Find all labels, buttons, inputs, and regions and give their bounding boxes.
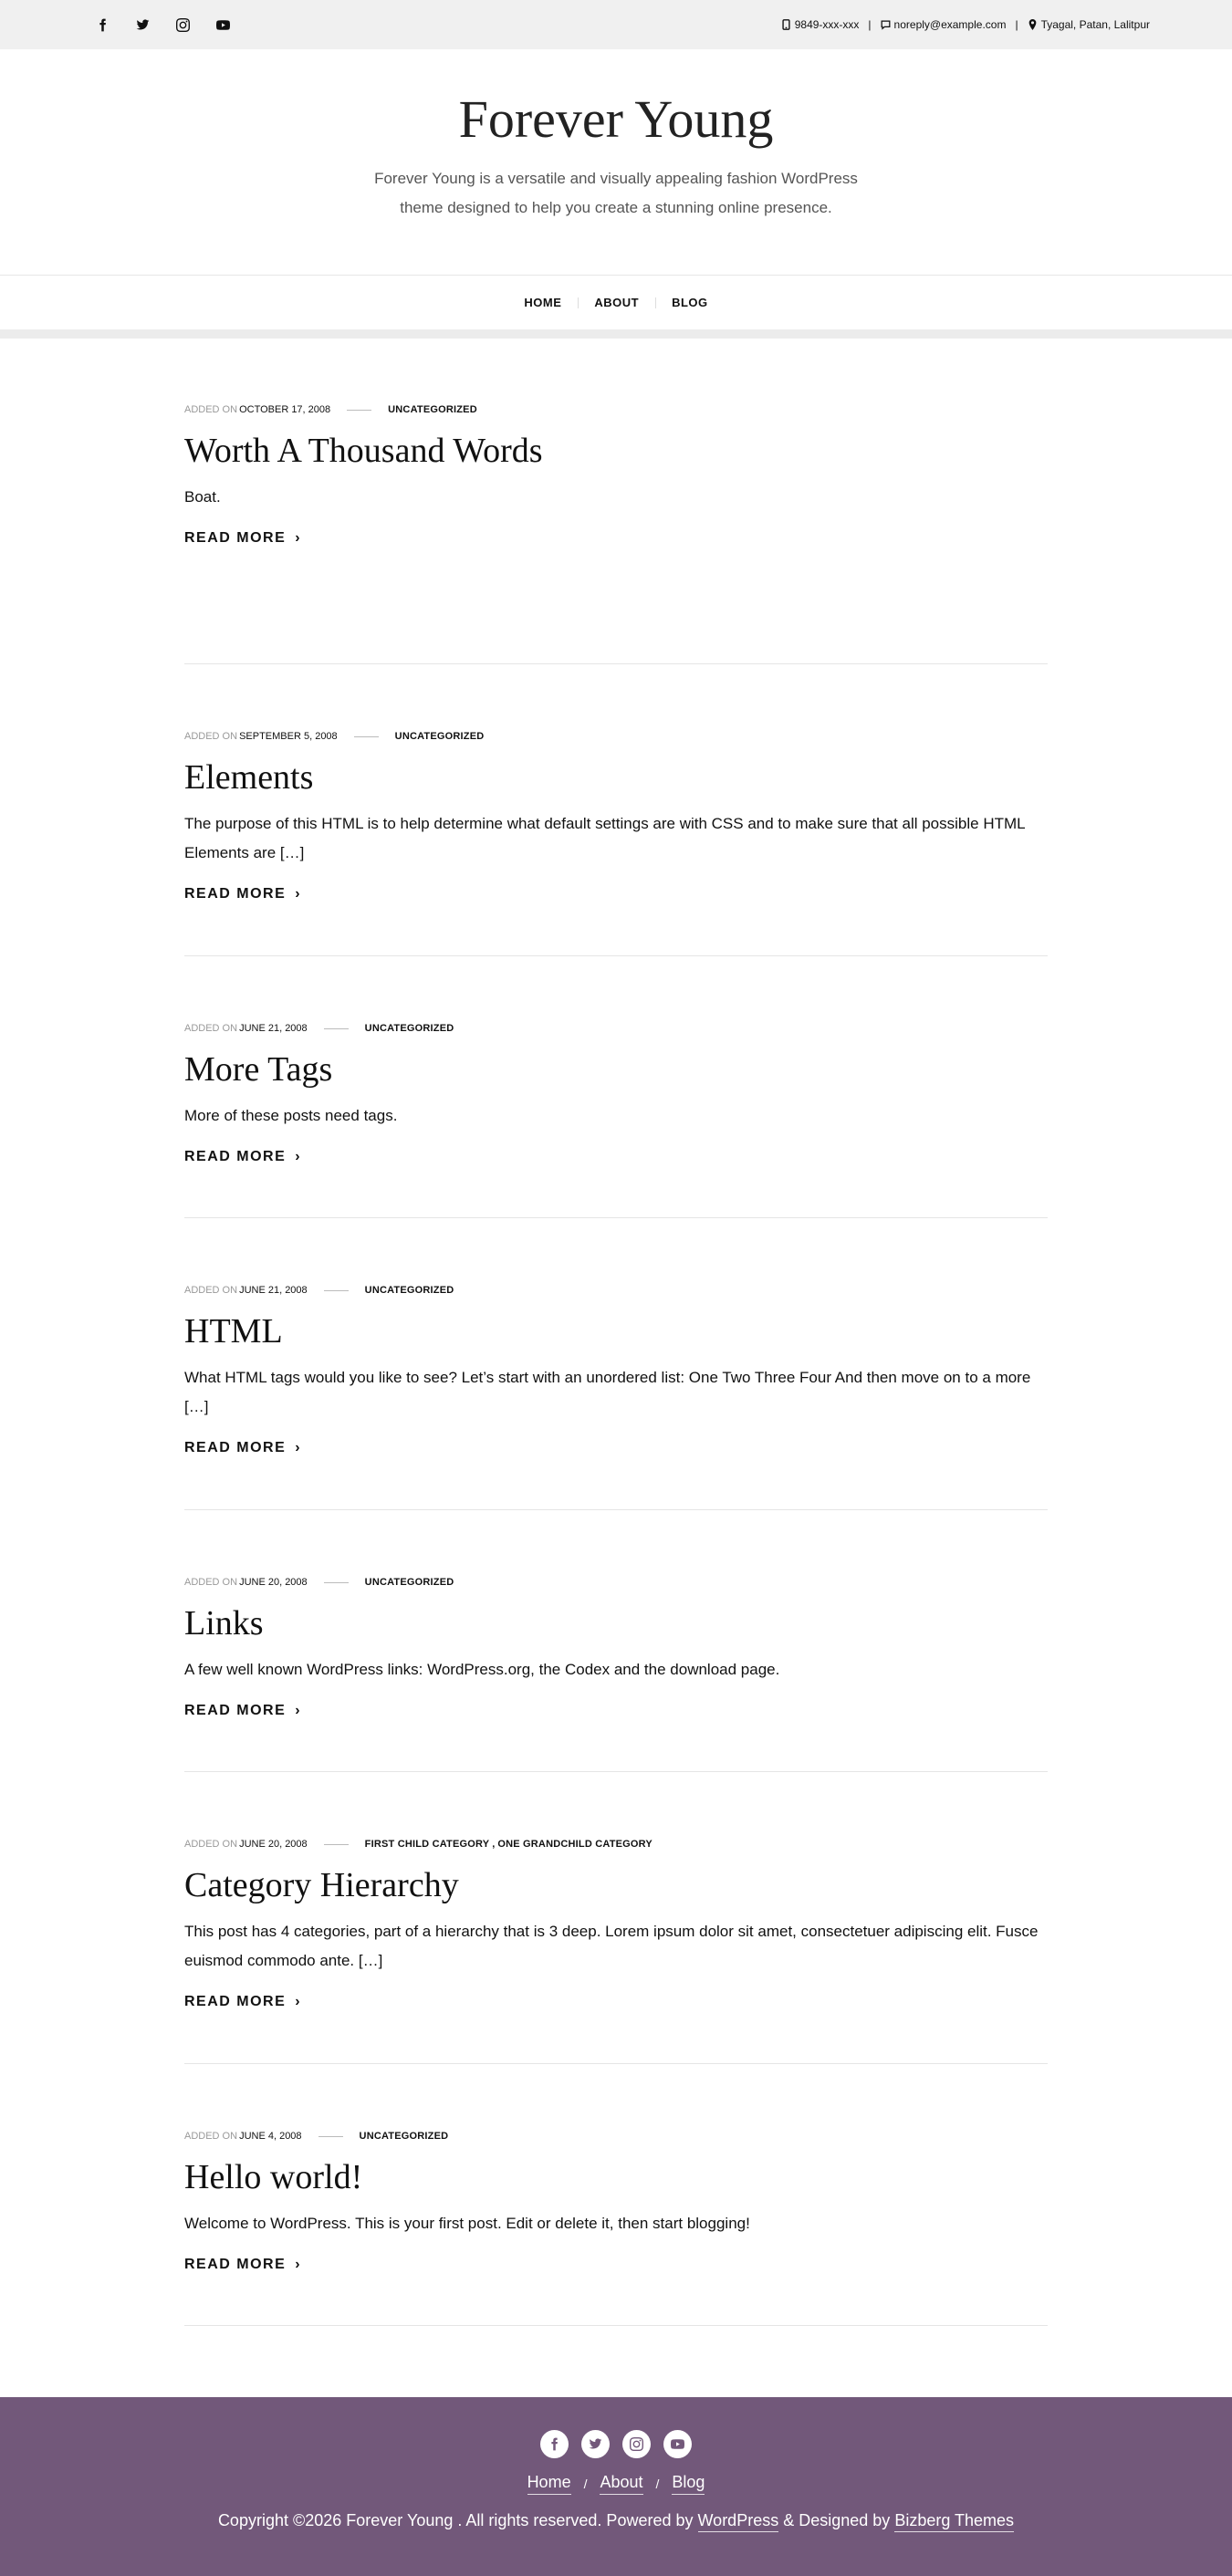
post-date[interactable]: JUNE 21, 2008: [239, 1023, 308, 1034]
read-more-label: READ MORE: [184, 2256, 287, 2272]
post-title[interactable]: Hello world!: [184, 2158, 363, 2196]
post-category[interactable]: UNCATEGORIZED: [394, 731, 485, 742]
meta-divider: [324, 1290, 349, 1291]
post-item: [184, 956, 1048, 1218]
instagram-icon[interactable]: [174, 16, 191, 33]
phone-info: [781, 18, 860, 31]
meta-divider: [324, 1582, 349, 1583]
chevron-right-icon: ›: [295, 2256, 300, 2272]
post-meta: [184, 1283, 1048, 1298]
added-on-label: ADDED ON: [184, 731, 238, 742]
post-meta: [184, 1021, 1048, 1036]
post-date[interactable]: SEPTEMBER 5, 2008: [239, 731, 338, 742]
read-more-label: READ MORE: [184, 529, 287, 546]
post-list: [184, 339, 1048, 2326]
designed-by-text: & Designed by: [783, 2511, 891, 2529]
instagram-icon[interactable]: [622, 2430, 651, 2458]
post-category[interactable]: UNCATEGORIZED: [364, 1023, 454, 1034]
added-on-label: ADDED ON: [184, 2131, 238, 2142]
read-more-button[interactable]: [184, 1440, 300, 1456]
top-bar: [0, 0, 1232, 49]
email-address: noreply@example.com: [893, 18, 1007, 31]
read-more-label: READ MORE: [184, 885, 287, 902]
separator: |: [868, 18, 872, 31]
read-more-label: READ MORE: [184, 1702, 287, 1718]
read-more-button[interactable]: [184, 2257, 300, 2273]
map-pin-icon: [1028, 19, 1038, 30]
post-item: [184, 1510, 1048, 1772]
post-category[interactable]: UNCATEGORIZED: [364, 1285, 454, 1296]
category-separator: ,: [492, 1839, 496, 1850]
email-info: [881, 18, 1007, 31]
meta-divider: [324, 1844, 349, 1845]
post-meta: [184, 1575, 1048, 1590]
read-more-button[interactable]: [184, 530, 300, 547]
post-excerpt: What HTML tags would you like to see? Let’s start with an unordered list: One Two Three Four And then move on to a more […]: [184, 1368, 1031, 1415]
post-meta: [184, 2129, 1048, 2143]
read-more-button[interactable]: [184, 886, 300, 902]
site-title[interactable]: Forever Young: [458, 89, 774, 149]
phone-icon: [781, 19, 791, 30]
address-info: [1028, 18, 1150, 31]
added-on-label: ADDED ON: [184, 404, 238, 415]
youtube-icon[interactable]: [214, 16, 231, 33]
post-date[interactable]: JUNE 20, 2008: [239, 1577, 308, 1588]
chevron-right-icon: ›: [295, 1439, 300, 1455]
read-more-button[interactable]: [184, 1149, 300, 1165]
post-title[interactable]: Worth A Thousand Words: [184, 432, 543, 470]
site-footer: [0, 2397, 1232, 2576]
post-meta: [184, 729, 1048, 744]
post-category[interactable]: UNCATEGORIZED: [388, 404, 477, 415]
chevron-right-icon: ›: [295, 1702, 300, 1718]
footer-nav-separator: /: [583, 2477, 588, 2491]
contact-info: [781, 18, 1150, 31]
post-date[interactable]: JUNE 4, 2008: [239, 2131, 302, 2142]
read-more-label: READ MORE: [184, 1439, 287, 1455]
nav-item-blog[interactable]: BLOG: [655, 296, 725, 309]
meta-divider: [347, 410, 371, 411]
post-title[interactable]: HTML: [184, 1312, 283, 1351]
site-tagline: Forever Young is a versatile and visually appealing fashion WordPress theme designed to help you create a stunning online presence.: [374, 169, 858, 216]
post-item: [184, 2064, 1048, 2326]
post-category[interactable]: FIRST CHILD CATEGORY: [364, 1839, 490, 1850]
added-on-label: ADDED ON: [184, 1285, 238, 1296]
read-more-label: READ MORE: [184, 1148, 287, 1164]
nav-item-about[interactable]: ABOUT: [578, 296, 655, 309]
address: Tyagal, Patan, Lalitpur: [1040, 18, 1150, 31]
meta-divider: [324, 1028, 349, 1029]
post-excerpt: A few well known WordPress links: WordPress.org, the Codex and the download page.: [184, 1660, 780, 1678]
wordpress-link[interactable]: WordPress: [698, 2511, 779, 2532]
site-header: [0, 49, 1232, 275]
post-excerpt: This post has 4 categories, part of a hierarchy that is 3 deep. Lorem ipsum dolor sit amet, consectetuer adipiscing elit. Fusce euismod commodo ante. […]: [184, 1922, 1039, 1969]
top-social-links: [94, 16, 231, 33]
post-date[interactable]: JUNE 20, 2008: [239, 1839, 308, 1850]
footer-nav-separator: /: [655, 2477, 660, 2491]
chevron-right-icon: ›: [295, 1148, 300, 1164]
post-excerpt: The purpose of this HTML is to help determine what default settings are with CSS and to make sure that all possible HTML Elements are […]: [184, 814, 1025, 861]
post-title[interactable]: Links: [184, 1604, 264, 1643]
message-icon: [881, 19, 891, 30]
post-excerpt: Boat.: [184, 487, 221, 506]
post-item: [184, 1218, 1048, 1510]
phone-number: 9849-xxx-xxx: [794, 18, 860, 31]
post-item: [184, 664, 1048, 956]
post-meta: [184, 1837, 1048, 1851]
post-excerpt: More of these posts need tags.: [184, 1106, 398, 1124]
post-item: [184, 402, 1048, 664]
youtube-icon[interactable]: [663, 2430, 692, 2458]
footer-nav: [0, 2473, 1232, 2495]
facebook-icon[interactable]: [94, 16, 110, 33]
twitter-icon[interactable]: [134, 16, 151, 33]
post-date[interactable]: OCTOBER 17, 2008: [239, 404, 331, 415]
post-excerpt: Welcome to WordPress. This is your first post. Edit or delete it, then start blogging!: [184, 2214, 750, 2232]
chevron-right-icon: ›: [295, 529, 300, 546]
footer-nav-about[interactable]: About: [600, 2473, 642, 2495]
chevron-right-icon: ›: [295, 885, 300, 902]
twitter-icon[interactable]: [581, 2430, 610, 2458]
meta-divider: [318, 2136, 343, 2137]
added-on-label: ADDED ON: [184, 1839, 238, 1850]
post-title[interactable]: Category Hierarchy: [184, 1866, 459, 1904]
post-category[interactable]: ONE GRANDCHILD CATEGORY: [497, 1839, 653, 1850]
added-on-label: ADDED ON: [184, 1023, 238, 1034]
post-title[interactable]: Elements: [184, 758, 314, 797]
footer-nav-home[interactable]: Home: [527, 2473, 571, 2495]
copyright: [0, 2511, 1232, 2530]
meta-divider: [354, 736, 379, 737]
chevron-right-icon: ›: [295, 1993, 300, 2009]
read-more-button[interactable]: [184, 1994, 300, 2010]
separator: |: [1015, 18, 1018, 31]
nav-divider: [0, 329, 1232, 339]
post-category[interactable]: UNCATEGORIZED: [359, 2131, 449, 2142]
post-item: [184, 1772, 1048, 2064]
main-nav: [0, 275, 1232, 329]
post-title[interactable]: More Tags: [184, 1050, 333, 1089]
read-more-button[interactable]: [184, 1703, 300, 1719]
post-date[interactable]: JUNE 21, 2008: [239, 1285, 308, 1296]
post-meta: [184, 402, 1048, 417]
footer-social-links: [0, 2430, 1232, 2458]
added-on-label: ADDED ON: [184, 1577, 238, 1588]
read-more-label: READ MORE: [184, 1993, 287, 2009]
post-category[interactable]: UNCATEGORIZED: [364, 1577, 454, 1588]
footer-nav-blog[interactable]: Blog: [672, 2473, 705, 2495]
facebook-icon[interactable]: [540, 2430, 569, 2458]
copyright-text: Copyright ©2026 Forever Young . All rights reserved. Powered by: [217, 2511, 694, 2529]
nav-item-home[interactable]: HOME: [524, 296, 562, 309]
designer-link[interactable]: Bizberg Themes: [894, 2511, 1014, 2532]
